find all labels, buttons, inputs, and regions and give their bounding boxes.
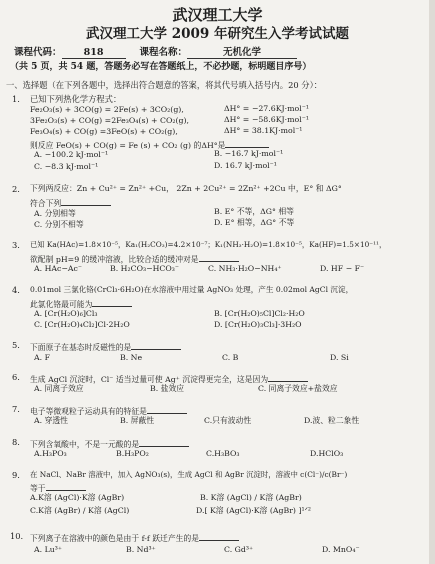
q4-number: 4. <box>12 285 20 295</box>
q8-number: 8. <box>12 437 20 447</box>
q9-stem2-line <box>30 482 86 493</box>
q10-option-b: B. Nd³⁺ <box>126 545 156 554</box>
q9-option-c: C.K溶 (AgBr) / K溶 (AgCl) <box>30 506 130 515</box>
q1-answer-blank <box>225 139 269 148</box>
q2-stem2-line <box>30 197 111 208</box>
q6-stem: 生成 AgCl 沉淀时，Cl⁻ 适当过量可使 Ag⁺ 沉淀得更完全，这是因为 <box>30 375 269 384</box>
exam-title: 武汉理工大学 2009 年研究生入学考试试题 <box>86 26 349 42</box>
q9-number: 9. <box>12 470 20 480</box>
section-heading: 一、选择题（在下列各题中，选择出符合题意的答案，将其代号填入括号内。20 分）： <box>6 80 323 90</box>
q10-answer-blank <box>199 532 239 541</box>
q2-number: 2. <box>12 184 20 194</box>
q5-option-a: A. F <box>34 353 50 362</box>
q9-option-a: A.K溶 (AgCl)·K溶 (AgBr) <box>30 493 125 502</box>
q2-option-c: C. 分别不相等 <box>34 220 84 229</box>
q1-option-d: D. 16.7 kJ·mol⁻¹ <box>214 161 277 170</box>
q6-answer-blank <box>268 373 308 382</box>
q10-option-a: A. Lu³⁺ <box>34 545 63 554</box>
q1-ask-text: 则反应 FeO(s) + CO(g) = Fe (s) + CO₂ (g) 的ΔH°是 <box>30 141 226 150</box>
q4-option-c: C. [Cr(H₂O)₄Cl₂]Cl·2H₂O <box>34 320 130 329</box>
exam-note: （共 5 页，共 54 题，答题务必写在答题纸上，不必抄题，标明题目序号） <box>10 62 312 72</box>
course-code-label: 课程代码： <box>14 47 62 58</box>
q4-option-b: B. [Cr(H₂O)₅Cl]Cl₂·H₂O <box>214 309 305 318</box>
q1-option-c: C. −8.3 kJ·mol⁻¹ <box>34 162 99 171</box>
q8-stem-line <box>30 438 189 449</box>
q4-option-d: D. [Cr(H₂O)₃Cl₃]·3H₂O <box>214 320 302 329</box>
q3-stem2: 欲配制 pH=9 的缓冲溶液，比较合适的缓冲对是 <box>30 255 199 264</box>
q7-answer-blank <box>147 405 187 414</box>
q10-stem-line <box>30 532 239 543</box>
q9-option-b: B. K溶 (AgCl) / K溶 (AgBr) <box>200 493 302 502</box>
q8-option-a: A.H₃PO₃ <box>34 449 67 458</box>
q3-option-d: D. HF − F⁻ <box>320 264 365 273</box>
q1-eq2: 3Fe₂O₃(s) + CO(g) =2Fe₃O₄(s) + CO₂(g), <box>30 116 190 125</box>
q8-answer-blank <box>139 438 189 447</box>
q8-option-b: B.H₃PO₂ <box>116 449 149 458</box>
q10-option-c: C. Gd³⁺ <box>224 545 254 554</box>
q6-stem-line <box>30 373 308 384</box>
q9-stem: 在 NaCl、NaBr 溶液中，加入 AgNO₃(s)，生成 AgCl 和 AgBr 沉淀时，溶液中 c(Cl⁻)/c(Br⁻) <box>30 470 348 479</box>
q5-stem: 下面原子在基态时反磁性的是 <box>30 343 132 352</box>
q8-stem: 下列含氧酸中，不是一元酸的是 <box>30 440 140 449</box>
course-info-line <box>14 48 297 59</box>
q2-option-d: D. E° 相等，ΔG° 不等 <box>214 218 295 227</box>
q5-option-d: D. Si <box>330 353 349 362</box>
q4-option-a: A. [Cr(H₂O)₆]Cl₃ <box>34 309 98 318</box>
q1-stem: 已知下列热化学方程式： <box>30 94 122 104</box>
q4-answer-blank <box>92 298 132 307</box>
q7-option-b: B. 屏蔽性 <box>120 416 155 425</box>
q5-option-c: C. B <box>222 353 239 362</box>
q7-option-a: A. 穿透性 <box>34 416 68 425</box>
q7-option-d: D.波、粒二象性 <box>304 416 360 425</box>
q2-option-a: A. 分别相等 <box>34 209 76 218</box>
q8-option-c: C.H₃BO₃ <box>206 449 240 458</box>
q3-number: 3. <box>12 240 20 250</box>
q3-answer-blank <box>199 253 239 262</box>
q6-option-a: A. 同离子效应 <box>34 384 84 393</box>
q7-number: 7. <box>12 404 20 414</box>
q9-stem2: 等于 <box>30 484 46 493</box>
q2-answer-blank <box>61 197 111 206</box>
q1-dh2: ΔH° = −58.6KJ·mol⁻¹ <box>224 115 309 124</box>
course-code-value: 818 <box>62 48 126 59</box>
q2-stem2: 符合下列 <box>30 199 62 208</box>
q3-stem: 已知 Ka(HAc)=1.8×10⁻⁵，Ka₁(H₂CO₃)=4.2×10⁻⁷；K₁(NH₃·H₂O)=1.8×10⁻⁵，Ka(HF)=1.5×10⁻¹¹， <box>30 240 387 249</box>
q1-option-b: B. −16.7 kJ·mol⁻¹ <box>214 149 284 158</box>
q1-eq1: Fe₂O₃(s) + 3CO(g) = 2Fe(s) + 3CO₂(g), <box>30 105 184 114</box>
q3-option-b: B. H₂CO₃−HCO₃⁻ <box>110 264 180 273</box>
q10-number: 10. <box>10 531 24 541</box>
q5-number: 5. <box>12 340 20 350</box>
course-name-value: 无机化学 <box>187 48 297 59</box>
q5-option-b: B. Ne <box>120 353 143 362</box>
q10-stem: 下列离子在溶液中的颜色是由于 f-f 跃迁产生的是 <box>30 534 200 543</box>
q8-option-d: D.HClO₃ <box>310 449 344 458</box>
q9-option-d: D.[ K溶 (AgCl)·K溶 (AgBr) ]¹ᐟ² <box>196 506 312 515</box>
q4-stem2: 此氯化铬最可能为 <box>30 300 93 309</box>
q2-option-b: B. E° 不等，ΔG° 相等 <box>214 207 294 216</box>
q10-option-d: D. MnO₄⁻ <box>322 545 360 554</box>
q7-option-c: C.只有波动性 <box>204 416 252 425</box>
course-name-label: 课程名称： <box>139 47 188 58</box>
q1-number: 1. <box>12 94 20 104</box>
q9-answer-blank <box>46 482 86 491</box>
page-edge-shadow <box>429 0 435 564</box>
q1-dh1: ΔH° = −27.6KJ·mol⁻¹ <box>224 104 309 113</box>
q6-option-c: C. 同离子效应+盐效应 <box>258 384 338 393</box>
q1-eq3: Fe₃O₄(s) + CO(g) =3FeO(s) + CO₂(g), <box>30 127 178 136</box>
university-name: 武汉理工大学 <box>172 6 263 24</box>
q4-stem2-line <box>30 298 132 309</box>
q4-stem: 0.01mol 三氯化铬(CrCl₃·6H₂O)在水溶液中用过量 AgNO₃ 处理，产生 0.02mol AgCl 沉淀， <box>30 285 354 294</box>
q7-stem: 电子等微观粒子运动具有的特征是 <box>30 407 147 416</box>
q6-option-b: B. 盐效应 <box>150 384 185 393</box>
q1-dh3: ΔH° = 38.1KJ·mol⁻¹ <box>224 126 303 135</box>
q5-answer-blank <box>131 341 181 350</box>
q3-option-a: A. HAc−Ac⁻ <box>34 264 83 273</box>
q3-stem2-line <box>30 253 239 264</box>
q5-stem-line <box>30 341 181 352</box>
q6-number: 6. <box>12 372 20 382</box>
q1-option-a: A. −100.2 kJ·mol⁻¹ <box>34 150 109 159</box>
q3-option-c: C. NH₃·H₂O−NH₄⁺ <box>208 264 282 273</box>
q2-stem: 下列两反应：Zn + Cu²⁺ = Zn²⁺ +Cu， 2Zn + 2Cu²⁺ = 2Zn²⁺ +2Cu 中，E° 和 ΔG° <box>30 184 342 193</box>
q7-stem-line <box>30 405 187 416</box>
